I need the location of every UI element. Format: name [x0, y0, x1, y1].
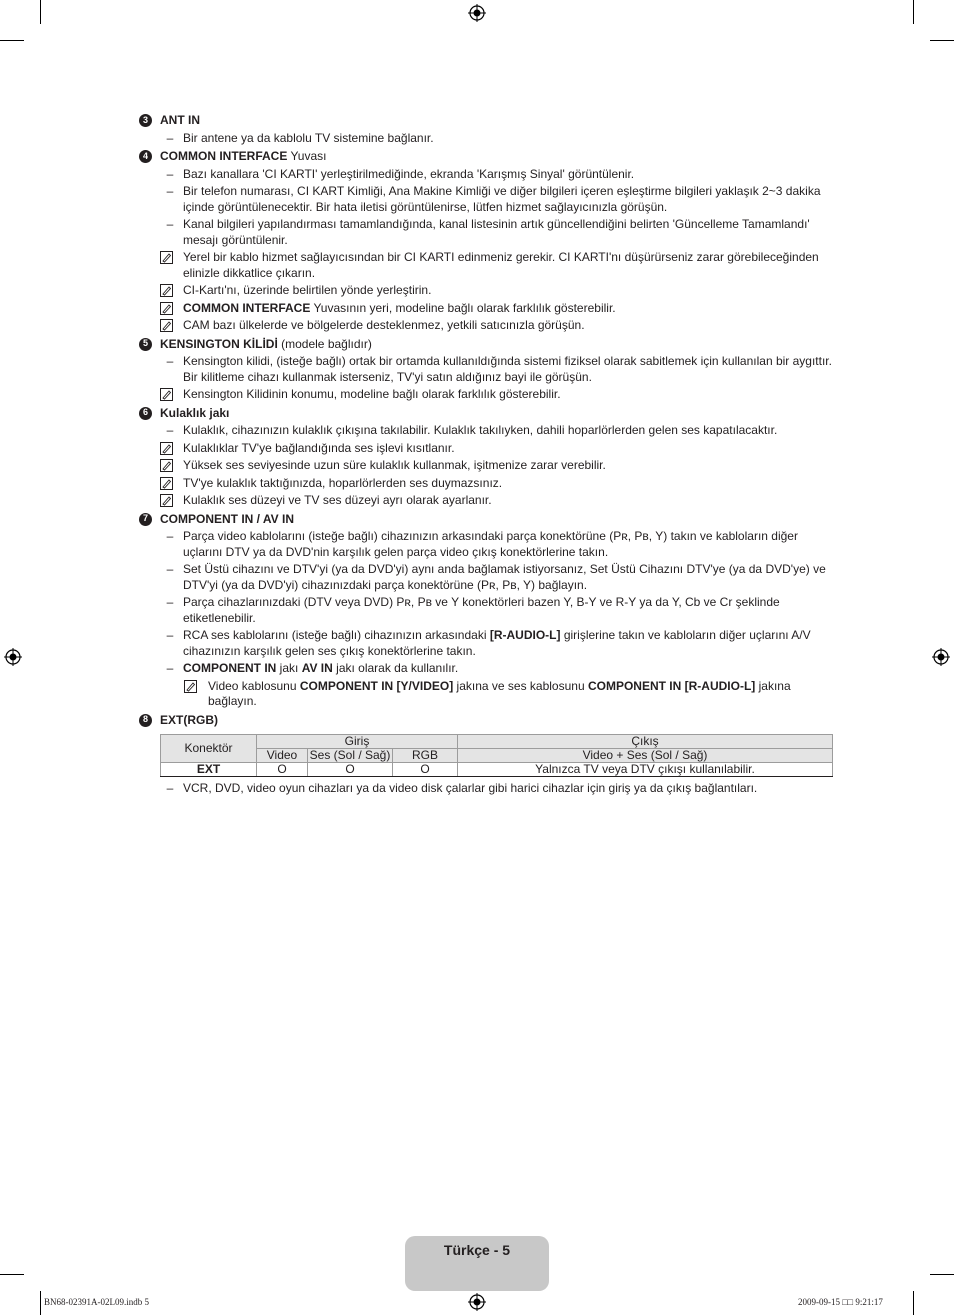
- text-run: girişlerine takın ve kabloların diğer uçlarını A/V cihazınızın karşılık gelen ses çıkış konektörlerine takın.: [183, 628, 811, 658]
- item-text: [183, 131, 434, 145]
- item-text: [183, 301, 616, 315]
- text-run: Kensington kilidi, (isteğe bağlı) ortak bir ortamda kullanıldığında sistemi fiziksel olarak sabitlemek için kullanılan bir aygıttır. Bir kilitleme cihazı kullanmak isterseniz, TV'yi satın aldığınız bayi ile görüşün.: [183, 354, 832, 384]
- dash-mark: –: [166, 354, 174, 368]
- section-title: [160, 512, 294, 528]
- note-item: [139, 387, 839, 403]
- bullet-item: [139, 595, 839, 626]
- dash-mark: –: [166, 781, 174, 795]
- section-number-icon: 3: [139, 114, 152, 127]
- dash-mark: –: [166, 130, 174, 145]
- section-number-icon: 6: [139, 407, 152, 420]
- crop-mark: [40, 0, 41, 24]
- note-item: [139, 679, 839, 710]
- section-heading: [139, 337, 839, 353]
- table-subheader-row: [161, 749, 833, 763]
- registration-mark-icon: [932, 648, 950, 666]
- item-text: [183, 217, 810, 247]
- registration-mark-icon: [468, 4, 486, 22]
- dash-mark: –: [166, 217, 174, 231]
- crop-mark: [930, 40, 954, 41]
- section-title: [160, 113, 200, 129]
- item-text: [183, 387, 561, 401]
- table-header-cell: Video + Ses (Sol / Sağ): [458, 749, 833, 763]
- note-item: [139, 250, 839, 281]
- crop-mark: [0, 40, 24, 41]
- text-run: Kulaklık, cihazınızın kulaklık çıkışına takılabilir. Kulaklık takılıyken, dahili hoparlörlerden gelen ses kapatılacaktır.: [183, 423, 778, 437]
- section-title-text: COMPONENT IN / AV IN: [160, 511, 295, 526]
- item-text: [183, 250, 819, 280]
- dash-mark: –: [166, 529, 174, 543]
- text-run: Kulaklıklar TV'ye bağlandığında ses işlevi kısıtlanır.: [183, 440, 455, 455]
- bullet-item: [139, 562, 839, 593]
- note-icon: [160, 251, 173, 264]
- note-icon: [160, 459, 173, 472]
- bullet-item: [139, 184, 839, 215]
- table-cell: O: [308, 763, 393, 777]
- item-text: [183, 562, 826, 592]
- text-run: Bazı kanallara 'CI KARTI' yerleştirilmediğinde, ekranda 'Karışmış Sinyal' görüntülenir.: [183, 166, 635, 181]
- item-text: [183, 493, 492, 507]
- crop-mark: [930, 1274, 954, 1275]
- table-header-cell: RGB: [393, 749, 458, 763]
- text-run: jakına bağlayın.: [208, 678, 791, 708]
- dash-mark: –: [166, 562, 174, 576]
- bullet-item: [139, 167, 839, 183]
- item-text: [183, 529, 798, 559]
- section-heading: [139, 406, 839, 422]
- note-item: [139, 476, 839, 492]
- note-icon: [160, 388, 173, 401]
- section-heading: [139, 713, 839, 729]
- section-number-icon: 7: [139, 513, 152, 526]
- text-run: Bir antene ya da kablolu TV sistemine bağlanır.: [183, 130, 434, 145]
- table-cell: EXT: [161, 763, 257, 777]
- note-item: [139, 283, 839, 299]
- crop-mark: [913, 0, 914, 24]
- dash-mark: –: [166, 166, 174, 181]
- text-run: Yerel bir kablo hizmet sağlayıcısından bir CI KARTI edinmeniz gerekir. CI KARTI'nı düşürürseniz zarar görebileceğinden elinizle dikkatlice çıkarın.: [183, 250, 819, 280]
- item-text: [183, 628, 811, 658]
- note-icon: [184, 680, 197, 693]
- text-run: jakı: [276, 661, 302, 675]
- bullet-item: [139, 423, 839, 439]
- text-run: CAM bazı ülkelerde ve bölgelerde desteklenmez, yetkili satıcınızla görüşün.: [183, 318, 585, 332]
- text-run: Parça cihazlarınızdaki (DTV veya DVD) Pʀ, Pʙ ve Y konektörleri bazen Y, B-Y ve R-Y ya da Y, Cb ve Cr şeklinde etiketlenebilir.: [183, 595, 780, 625]
- note-icon: [160, 442, 173, 455]
- table-header-cell: Ses (Sol / Sağ): [308, 749, 393, 763]
- note-item: [139, 318, 839, 334]
- section-title-text: Kulaklık jakı: [160, 405, 230, 420]
- section-title: [160, 149, 326, 165]
- table-header-cell: Çıkış: [458, 735, 833, 749]
- item-text: [183, 354, 832, 384]
- text-run: CI-Kartı'nı, üzerinde belirtilen yönde yerleştirin.: [183, 283, 432, 297]
- section-title: [160, 337, 372, 353]
- bold-run: COMPONENT IN [R-AUDIO-L]: [587, 678, 756, 693]
- crop-mark: [40, 1291, 41, 1315]
- table-cell: O: [257, 763, 308, 777]
- note-icon: [160, 477, 173, 490]
- table-header-cell: Konektör: [161, 735, 257, 763]
- section-heading: [139, 149, 839, 165]
- dash-mark: –: [166, 628, 174, 642]
- text-run: RCA ses kablolarını (isteğe bağlı) cihazınızın arkasındaki: [183, 628, 490, 642]
- section-title: [160, 406, 229, 422]
- item-text: VCR, DVD, video oyun cihazları ya da video disk çalarlar gibi harici cihazlar için giriş ya da çıkış bağlantıları.: [183, 781, 758, 795]
- item-text: [183, 167, 634, 181]
- page-label: Türkçe - 5: [443, 1242, 511, 1258]
- note-item: [139, 458, 839, 474]
- table-row: [161, 763, 833, 777]
- item-text: [183, 184, 821, 214]
- dash-mark: –: [166, 595, 174, 609]
- bold-run: AV IN: [301, 661, 333, 675]
- bullet-item: [139, 661, 839, 677]
- imprint-datetime: 2009-09-15 □□ 9:21:17: [798, 1297, 883, 1307]
- bold-run: COMPONENT IN [Y/VIDEO]: [299, 678, 454, 693]
- bold-run: COMMON INTERFACE: [183, 300, 311, 315]
- section-number-icon: 4: [139, 150, 152, 163]
- note-item: [139, 441, 839, 457]
- text-run: Bir telefon numarası, CI KART Kimliği, Ana Makine Kimliği ve diğer bilgileri içeren eşleştirme bilgileri yaklaşık 2~3 dakika içinde görüntülenecektir. Bir hata iletisi görüntülenirse, lütfen hizmet sağlayıcınızla görüşün.: [183, 184, 821, 214]
- table-cell: Yalnızca TV veya DTV çıkışı kullanılabilir.: [458, 763, 833, 777]
- section-number-icon: 5: [139, 338, 152, 351]
- text-run: TV'ye kulaklık taktığınızda, hoparlörlerden ses duymazsınız.: [183, 475, 503, 490]
- table-header-row: [161, 735, 833, 749]
- table-cell: O: [393, 763, 458, 777]
- crop-mark: [913, 1291, 914, 1315]
- bullet-item: [139, 628, 839, 659]
- bullet-item: [139, 217, 839, 248]
- section-heading: [139, 113, 839, 129]
- text-run: jakı olarak da kullanılır.: [332, 661, 459, 675]
- bullet-item: [139, 529, 839, 560]
- item-text: [183, 283, 431, 297]
- bullet-item: [139, 781, 839, 797]
- registration-mark-icon: [468, 1293, 486, 1311]
- section-title-text: EXT(RGB): [160, 712, 218, 727]
- item-text: [208, 679, 791, 709]
- text-run: Kanal bilgileri yapılandırması tamamlandığında, kanal listesinin artık güncellendiğini belirten 'Güncelleme Tamamlandı' mesajı görüntülenir.: [183, 217, 810, 247]
- ext-connector-table: [160, 734, 833, 777]
- item-text: [183, 595, 780, 625]
- text-run: Parça video kablolarını (isteğe bağlı) cihazınızın arkasındaki parça konektörüne (Pʀ, Pʙ, Y) takın ve kabloların diğer uçlarını DTV ya da DVD'nin karşılık gelen parça video çıkış konektörlerine takın.: [183, 529, 798, 559]
- item-text: [183, 476, 502, 490]
- note-icon: [160, 494, 173, 507]
- section-title-text: ANT IN: [160, 113, 200, 127]
- item-text: [183, 661, 458, 675]
- text-run: jakına ve ses kablosunu: [453, 678, 588, 693]
- section-title: [160, 713, 218, 729]
- dash-mark: –: [166, 184, 174, 198]
- text-run: Yüksek ses seviyesinde uzun süre kulaklık kullanmak, işitmenize zarar verebilir.: [183, 458, 606, 472]
- item-text: [183, 423, 777, 437]
- item-text: [183, 318, 585, 332]
- section-title-suffix: (modele bağlıdır): [277, 336, 372, 351]
- table-header-cell: Video: [257, 749, 308, 763]
- text-run: Set Üstü cihazını ve DTV'yi (ya da DVD'yi) aynı anda bağlamak istiyorsanız, Set Üstü Cihazını DTV'ye (ya da DVD'ye) ve DTV'yi (ya da DVD'yi) cihazınızdaki parça konektörüne (Pʀ, Pʙ, Y) bağlayın.: [183, 562, 826, 592]
- item-text: [183, 441, 455, 455]
- section-title-suffix: Yuvası: [287, 149, 327, 163]
- document-body: [139, 110, 839, 797]
- section-title-text: COMMON INTERFACE: [160, 149, 288, 163]
- section-number-icon: 8: [139, 714, 152, 727]
- dash-mark: –: [166, 423, 174, 437]
- bold-run: [R-AUDIO-L]: [489, 628, 561, 642]
- section-title-text: KENSINGTON KİLİDİ: [160, 336, 278, 351]
- crop-mark: [0, 1274, 24, 1275]
- bullet-item: [139, 354, 839, 385]
- imprint-file: BN68-02391A-02L09.indb 5: [44, 1297, 149, 1307]
- item-text: [183, 458, 606, 472]
- note-item: [139, 493, 839, 509]
- bullet-item: [139, 131, 839, 147]
- note-icon: [160, 319, 173, 332]
- bold-run: COMPONENT IN: [183, 661, 277, 675]
- note-icon: [160, 284, 173, 297]
- section-heading: [139, 512, 839, 528]
- text-run: Kensington Kilidinin konumu, modeline bağlı olarak farklılık gösterebilir.: [183, 387, 561, 401]
- text-run: Video kablosunu: [208, 678, 300, 693]
- dash-mark: –: [166, 661, 174, 675]
- note-item: [139, 301, 839, 317]
- text-run: Kulaklık ses düzeyi ve TV ses düzeyi ayrı olarak ayarlanır.: [183, 493, 492, 507]
- note-icon: [160, 302, 173, 315]
- table-header-cell: Giriş: [257, 735, 458, 749]
- text-run: Yuvasının yeri, modeline bağlı olarak farklılık gösterebilir.: [310, 300, 616, 315]
- registration-mark-icon: [4, 648, 22, 666]
